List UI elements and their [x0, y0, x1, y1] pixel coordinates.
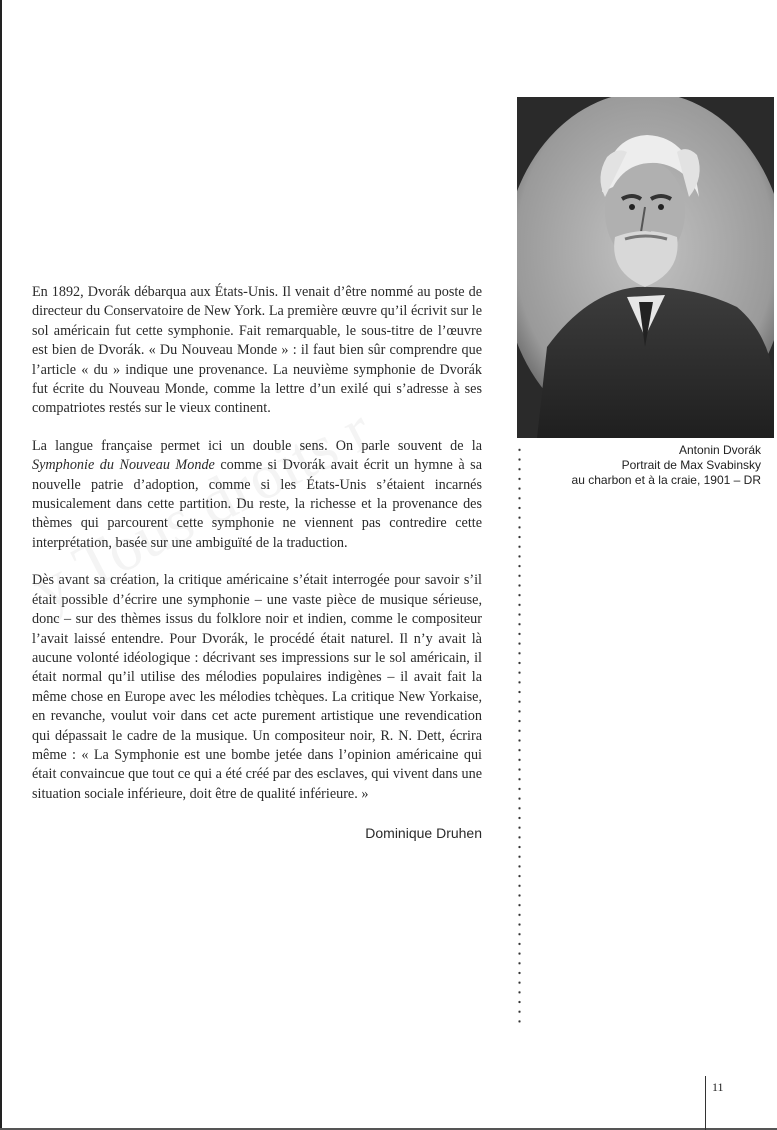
portrait-drawing — [517, 97, 774, 438]
page-left-edge — [0, 0, 2, 1130]
paragraph-1: En 1892, Dvorák débarqua aux États-Unis. Il venait d’être nommé au poste de directeur du Conservatoire de New York. La première œuvre qu’il écrivit sur le sol américain fut cette symphonie. Fait remarquable, le sous-titre de l’œuvre est bien de Dvorák. « Du Nouveau Monde » : il faut bien sûr comprendre que l’article « du » indique une provenance. La neuvième symphonie de Dvorák fut écrite du Nouveau Monde, comme la lettre d’un exilé qui s’adresse à ses compatriotes restés sur le vieux continent. — [32, 284, 482, 417]
caption-subject: Antonin Dvorák — [678, 443, 761, 457]
dotted-divider — [518, 445, 521, 1025]
caption-medium-date: au charbon et à la craie, 1901 – DR — [571, 473, 761, 487]
page-number-rule — [705, 1076, 706, 1130]
paragraph-3: Dès avant sa création, la critique américaine s’était interrogée pour savoir s’il était possible d’écrire une symphonie – une vaste pièce de musique sérieuse, donc – sur des thèmes issus du folklore noir et indien, comme le compositeur l’avait laissé entendre. Pour Dvorák, le procédé était naturel. Il n’y avait là aucune volonté idéologique : décrivant ses impressions sur le sol américain, il était normal qu’il utilise des mélodies populaires indigènes – il avait fait la même chose en Europe avec les mélodies tchèques. La critique New Yorkaise, en revanche, voulut voir dans cet acte purement artistique une revendication qui dépassait le cadre de la musique. Un compositeur noir, R. N. Dett, écrira même : « La Symphonie est une bombe jetée dans l’opinion américaine qui était convaincue que tout ce qui a été créé par des esclaves, qui vivent dans une situation sociale inférieure, doit être de qualité inférieure. » — [32, 572, 482, 802]
paragraph-2-intro: La langue française permet ici un double sens. On parle souvent de la — [32, 437, 482, 454]
page-number: 11 — [712, 1080, 724, 1094]
figure-caption — [520, 443, 761, 488]
author-signature: Dominique Druhen — [365, 825, 482, 842]
article-body — [32, 283, 482, 844]
paragraph-2-work-title: Symphonie du Nouveau Monde — [32, 457, 215, 474]
portrait-image — [517, 97, 774, 438]
paragraph-2 — [32, 437, 482, 553]
paragraph-2-body: comme si Dvorák avait écrit un hymne à sa nouvelle patrie d’adoption, comme si les États-Unis s’étaient incarnés musicalement dans cette partition. Du reste, la richesse et la provenance des thèmes qui parcourent cette symphonie ne viennent pas contredire cette interprétation, basée sur une ambiguïté de la traduction. — [32, 457, 483, 551]
caption-artist: Portrait de Max Svabinsky — [621, 458, 761, 472]
